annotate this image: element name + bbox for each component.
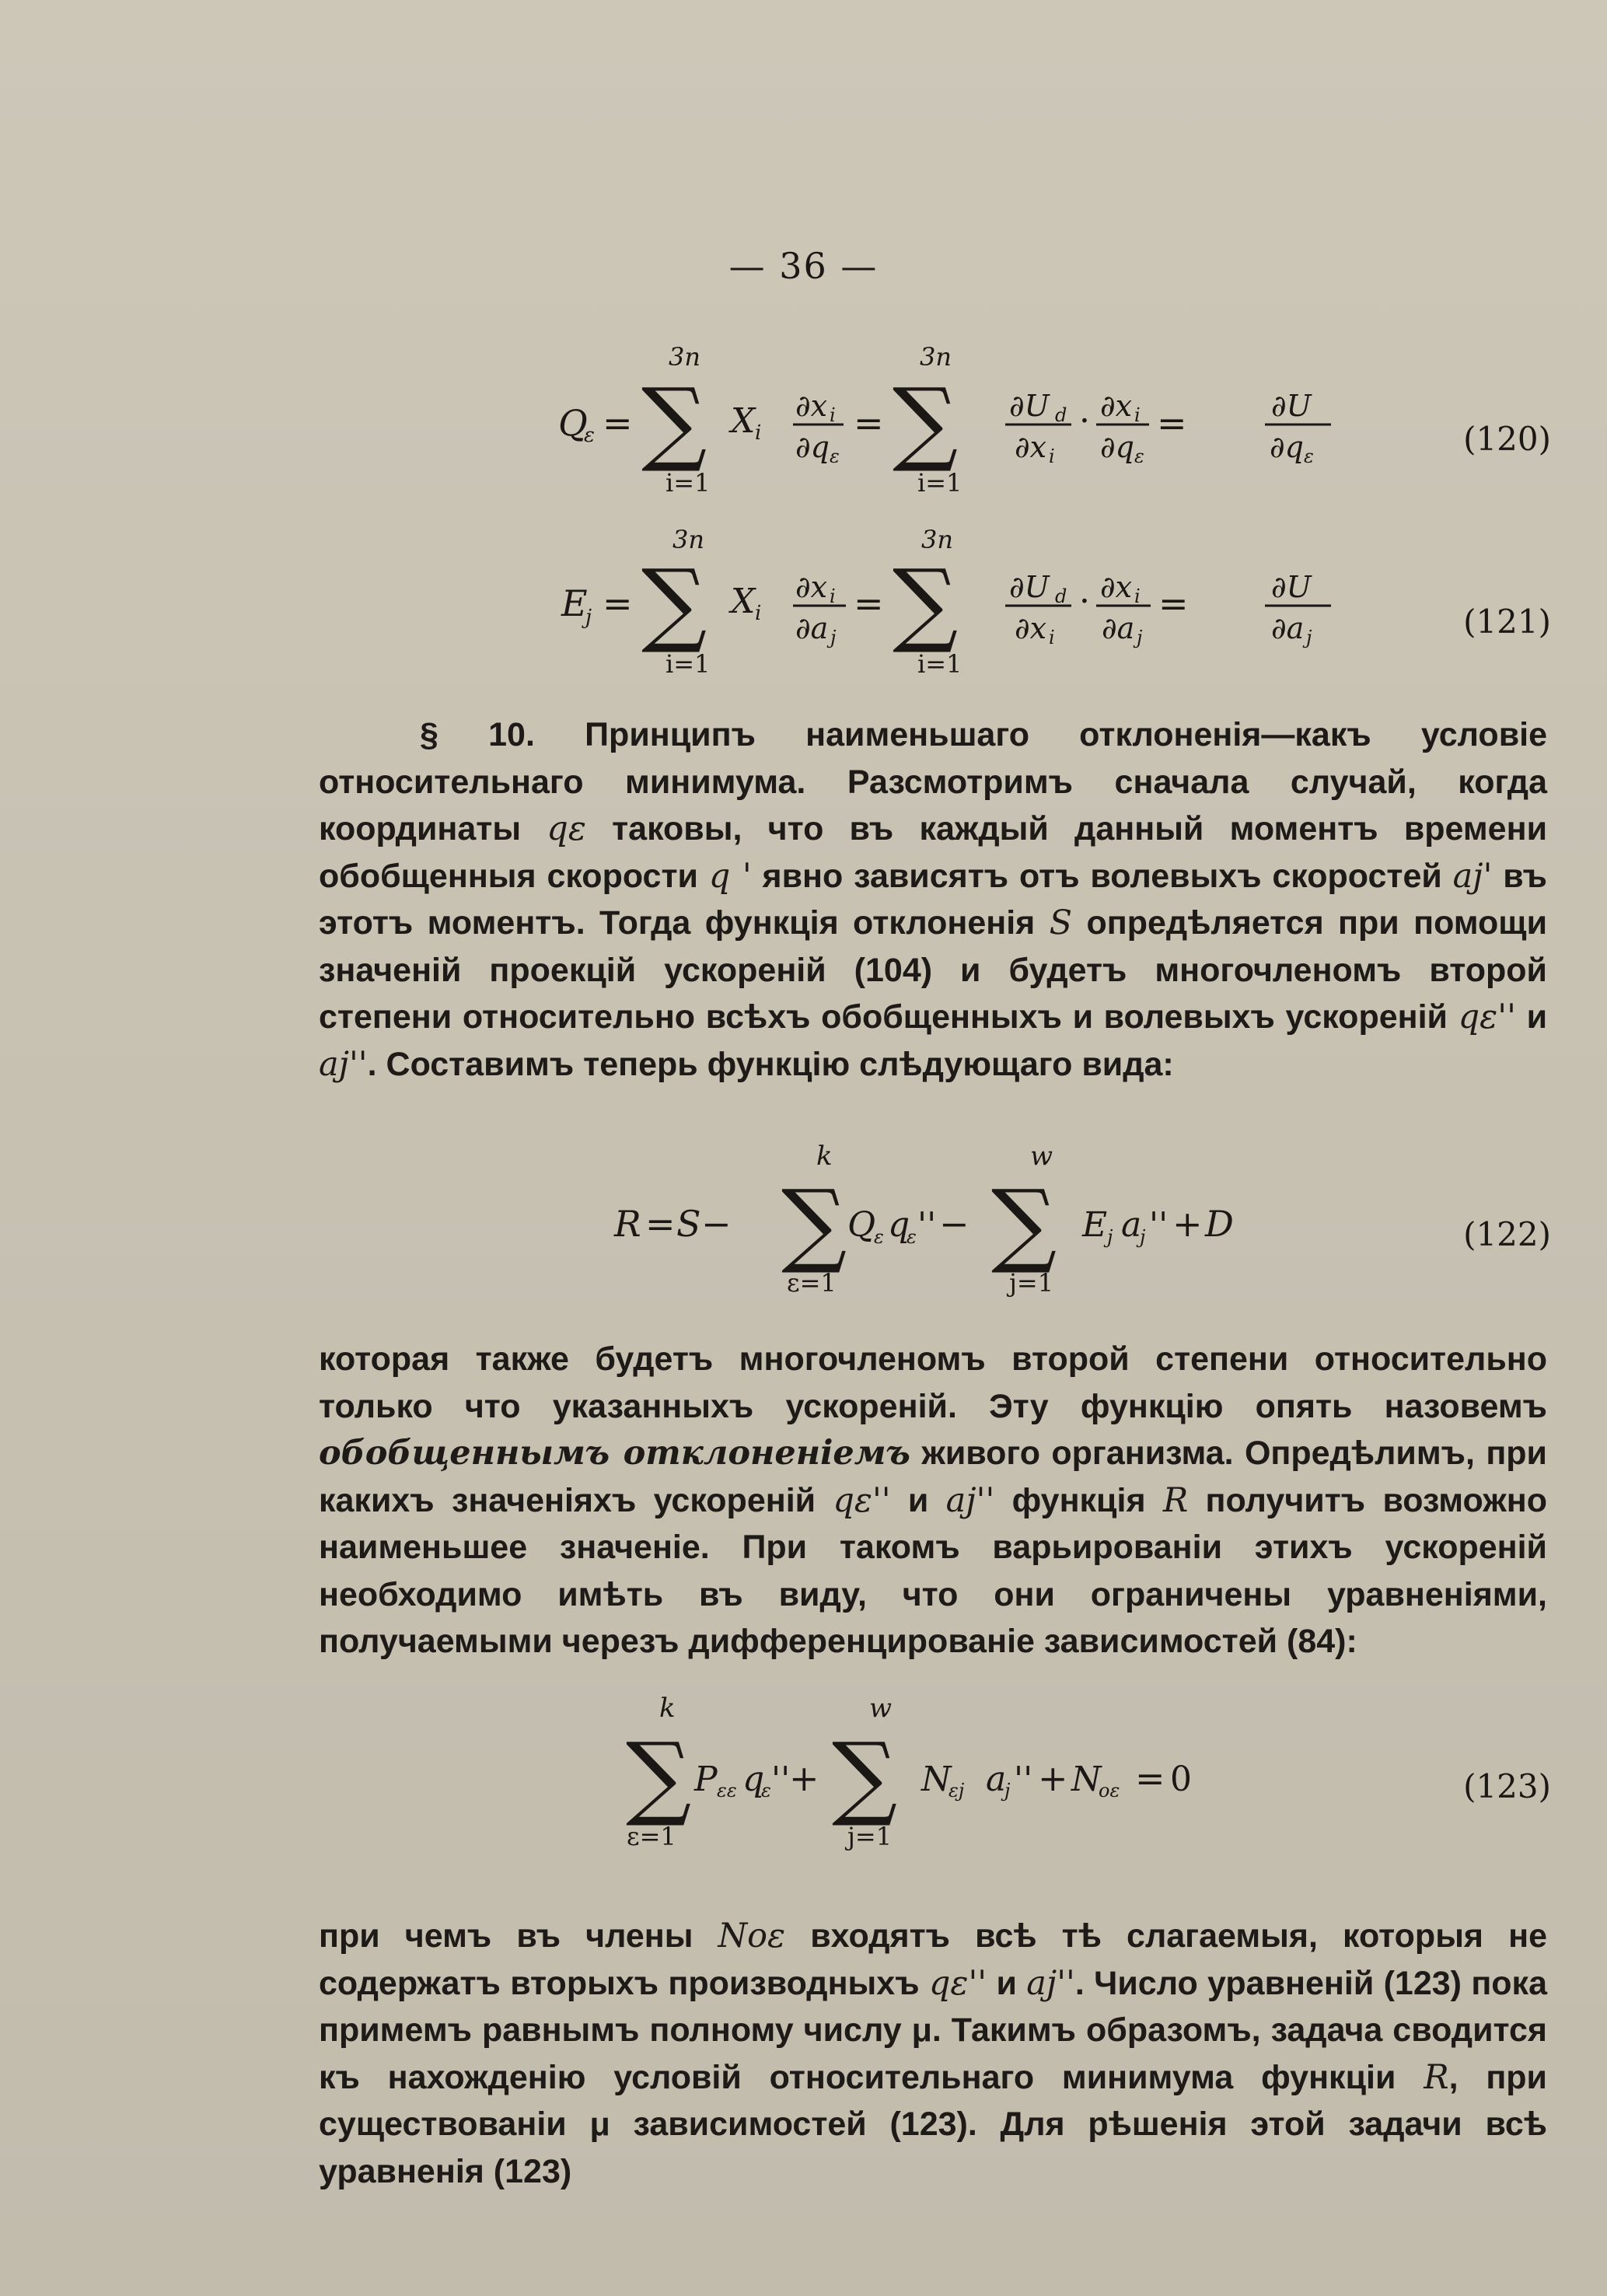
paragraph-2-text <box>319 1336 1547 1665</box>
symbol-R-2: R <box>1424 2057 1449 2097</box>
svg-text:i: i <box>1049 446 1055 467</box>
svg-text:∑: ∑ <box>781 1169 847 1277</box>
svg-text:∑: ∑ <box>641 549 707 656</box>
sum-upper-121-2: 3n <box>921 525 953 554</box>
equation-number-122: (122) <box>1463 1215 1551 1253</box>
sum-lower-120-2: i=1 <box>917 468 962 498</box>
sum-lower-121-1: i=1 <box>666 649 711 679</box>
para2-text-b: живого организма. Опредѣлимъ, при какихъ значеніяхъ ускореній <box>319 1435 1547 1519</box>
symbol-q-eps-dd: qε'' <box>1458 998 1516 1036</box>
para3-text-a: при чемъ въ члены <box>319 1917 718 1955</box>
svg-text:·: · <box>1079 401 1090 441</box>
para3-text-e: , при существованіи μ зависимостей (123). Для рѣшенія этой задачи всѣ уравненія (123) <box>319 2058 1547 2190</box>
svg-text:i: i <box>1134 404 1141 426</box>
svg-text:N: N <box>921 1760 952 1799</box>
svg-text:εj: εj <box>948 1780 965 1802</box>
svg-text:'': '' <box>1149 1205 1169 1245</box>
svg-text:X: X <box>731 582 756 621</box>
page-number: — 36 — <box>728 245 879 287</box>
equation-123 <box>0 1693 1607 1870</box>
svg-text:0: 0 <box>1170 1760 1192 1799</box>
svg-text:οε: οε <box>1099 1780 1120 1802</box>
equation-121 <box>0 525 1607 692</box>
para1-text-a: Разсмотримъ сначала случай, когда координаты <box>319 763 1547 847</box>
sum-upper-122-1: k <box>816 1141 833 1172</box>
symbol-a-j-dd: aj'' <box>319 1044 368 1084</box>
svg-text:=: = <box>1158 582 1189 624</box>
svg-text:a: a <box>1121 1205 1142 1245</box>
svg-text:−: − <box>939 1203 969 1245</box>
equation-number-123: (123) <box>1463 1767 1551 1805</box>
svg-text:∂U: ∂U <box>1009 389 1050 423</box>
svg-text:∂U: ∂U <box>1009 570 1050 604</box>
symbol-a-j-dd-3: aj'' <box>1026 1963 1075 2003</box>
svg-text:i: i <box>830 585 836 607</box>
svg-text:d: d <box>1055 585 1067 607</box>
svg-text:Q: Q <box>847 1205 876 1245</box>
symbol-q-prime: q ' <box>708 856 752 896</box>
sum-upper-122-2: w <box>1030 1141 1053 1172</box>
svg-text:'': '' <box>771 1760 791 1799</box>
svg-text:=: = <box>854 582 884 624</box>
svg-text:ε: ε <box>1304 446 1314 467</box>
svg-text:a: a <box>986 1760 1007 1799</box>
svg-text:∂x: ∂x <box>795 389 828 423</box>
para2-text-e: получитъ возможно наименьшее значеніе. При такомъ варьированіи этихъ ускореній необходимо имѣть въ виду, что они ограничены уравненіями, получаемыми черезъ дифференцированіе зависимостей (84): <box>319 1481 1547 1660</box>
svg-text:ε: ε <box>874 1226 884 1248</box>
svg-text:ε: ε <box>761 1780 771 1802</box>
svg-text:∑: ∑ <box>991 1169 1057 1277</box>
symbol-q-eps: qε <box>547 809 586 848</box>
svg-text:P: P <box>694 1760 718 1799</box>
para2-text-a: которая также будетъ многочленомъ второй степени относительно только что указанныхъ ускореній. Эту функцію опять назовемъ <box>319 1340 1547 1425</box>
sum-upper-123-1: k <box>659 1693 676 1724</box>
generalized-deviation-term: обобщеннымъ отклоненіемъ <box>319 1434 910 1473</box>
para1-text-b: таковы, что въ каждый данный моментъ времени обобщенныя скорости <box>319 810 1547 895</box>
svg-text:i: i <box>755 602 762 625</box>
svg-text:ε: ε <box>830 446 840 467</box>
para1-text-d: въ этотъ моментъ. Тогда функція отклоненія <box>319 857 1547 942</box>
svg-text:i: i <box>1049 627 1055 648</box>
sum-upper-120-1: 3n <box>669 342 700 372</box>
svg-text:∂x: ∂x <box>1015 430 1047 464</box>
paragraph-2 <box>319 1336 1547 1665</box>
svg-text:+: + <box>789 1757 819 1799</box>
sum-lower-123-2: j=1 <box>847 1822 893 1851</box>
symbol-q-eps-dd-2: qε'' <box>833 1480 891 1520</box>
sum-upper-121-1: 3n <box>672 525 704 554</box>
section-title: § 10. Принципъ наименьшаго отклоненія—какъ условіе относительнаго минимума. <box>319 716 1547 801</box>
para2-text-d: функція <box>994 1481 1163 1519</box>
svg-text:j: j <box>1306 627 1312 648</box>
equation-122 <box>0 1141 1607 1310</box>
svg-text:Q: Q <box>558 402 588 444</box>
svg-text:d: d <box>1055 404 1067 426</box>
svg-text:'': '' <box>917 1205 937 1245</box>
svg-text:i: i <box>755 421 762 445</box>
equation-120-graphic <box>0 342 1607 505</box>
svg-text:∂U: ∂U <box>1271 570 1312 604</box>
symbol-R: R <box>1162 1480 1189 1520</box>
svg-text:∂U: ∂U <box>1271 389 1312 423</box>
sum-lower-122-2: j=1 <box>1009 1268 1054 1298</box>
svg-text:∂x: ∂x <box>1100 389 1133 423</box>
para1-text-c: явно зависятъ отъ волевыхъ скоростей <box>751 857 1453 895</box>
svg-text:=: = <box>603 582 633 624</box>
equation-121-graphic <box>0 529 1607 692</box>
svg-text:∂x: ∂x <box>1100 570 1133 604</box>
svg-text:j: j <box>1107 1226 1113 1248</box>
svg-text:ε: ε <box>1134 446 1144 467</box>
svg-text:=: = <box>1135 1757 1165 1799</box>
sum-lower-120-1: i=1 <box>666 468 711 498</box>
sum-lower-122-1: ε=1 <box>787 1268 837 1298</box>
paragraph-section-10 <box>319 711 1547 1088</box>
svg-text:q: q <box>742 1760 765 1799</box>
svg-text:j: j <box>1004 1780 1011 1802</box>
symbol-q-eps-dd-3: qε'' <box>928 1963 987 2003</box>
svg-text:εε: εε <box>717 1780 737 1802</box>
svg-text:∂a: ∂a <box>1271 611 1305 645</box>
section-10-paragraph <box>319 711 1547 1088</box>
svg-text:i: i <box>1134 585 1141 607</box>
svg-text:∑: ∑ <box>832 1722 898 1829</box>
symbol-S: S <box>1049 903 1073 942</box>
equation-number-121: (121) <box>1463 603 1551 641</box>
svg-text:'': '' <box>1014 1760 1033 1799</box>
sum-lower-121-2: i=1 <box>917 649 962 679</box>
para3-text-d: . Число уравненій (123) пока примемъ равнымъ полному числу μ. Такимъ образомъ, задача сводится къ нахожденію условій относительнаго минимума функціи <box>319 1964 1547 2096</box>
svg-text:i: i <box>830 404 836 426</box>
svg-text:∂x: ∂x <box>795 570 828 604</box>
svg-text:q: q <box>888 1205 910 1245</box>
svg-text:+: + <box>1172 1203 1203 1245</box>
equation-120 <box>0 342 1607 505</box>
svg-text:∂q: ∂q <box>795 430 830 464</box>
svg-text:=: = <box>645 1203 676 1245</box>
equation-123-graphic <box>0 1707 1607 1870</box>
svg-text:−: − <box>701 1203 732 1245</box>
svg-text:+: + <box>1038 1757 1068 1799</box>
svg-text:N: N <box>1071 1760 1102 1799</box>
paragraph-3-text <box>319 1913 1547 2195</box>
svg-text:j: j <box>585 606 592 629</box>
svg-text:E: E <box>1082 1205 1108 1245</box>
svg-text:E: E <box>561 582 588 624</box>
symbol-N-oe: Nοε <box>718 1917 786 1955</box>
symbol-a-j-dd-2: aj'' <box>945 1480 995 1520</box>
svg-text:j: j <box>1140 1226 1146 1248</box>
svg-text:∂a: ∂a <box>1102 611 1135 645</box>
svg-text:=: = <box>854 402 884 444</box>
svg-text:R: R <box>614 1203 641 1245</box>
para1-text-f: и <box>1515 998 1547 1036</box>
svg-text:=: = <box>1157 402 1187 444</box>
svg-text:∑: ∑ <box>893 549 959 656</box>
svg-text:S: S <box>676 1203 701 1245</box>
para3-text-c: и <box>987 1964 1027 2002</box>
svg-text:·: · <box>1079 582 1090 621</box>
svg-text:ε: ε <box>584 424 595 447</box>
para2-text-c: и <box>890 1481 946 1519</box>
equation-number-120: (120) <box>1463 420 1551 458</box>
svg-text:∑: ∑ <box>893 368 959 475</box>
svg-text:∑: ∑ <box>641 368 707 475</box>
svg-text:∂q: ∂q <box>1270 430 1304 464</box>
para1-text-e: опредѣляется при помощи значеній проекцій ускореній (104) и будетъ многочленомъ второй степени относительно всѣхъ обобщенныхъ и волевыхъ ускореній <box>319 904 1548 1036</box>
svg-text:∑: ∑ <box>626 1722 692 1829</box>
svg-text:∂a: ∂a <box>795 611 829 645</box>
sum-upper-120-2: 3n <box>920 342 952 372</box>
sum-lower-123-1: ε=1 <box>627 1822 676 1851</box>
svg-text:∂q: ∂q <box>1100 430 1134 464</box>
sum-upper-123-2: w <box>869 1693 893 1724</box>
symbol-a-j-prime: aj' <box>1452 856 1493 896</box>
paragraph-3 <box>319 1913 1547 2195</box>
svg-text:=: = <box>603 402 633 444</box>
svg-text:∂x: ∂x <box>1015 611 1047 645</box>
svg-text:j: j <box>830 627 837 648</box>
svg-text:X: X <box>731 401 756 441</box>
svg-text:j: j <box>1137 627 1143 648</box>
svg-text:ε: ε <box>907 1226 917 1248</box>
para1-text-g: . Составимъ теперь функцію слѣдующаго вида: <box>367 1045 1174 1083</box>
para3-text-b: входятъ всѣ тѣ слагаемыя, которыя не содержатъ вторыхъ производныхъ <box>319 1917 1547 2002</box>
svg-text:D: D <box>1205 1203 1234 1245</box>
